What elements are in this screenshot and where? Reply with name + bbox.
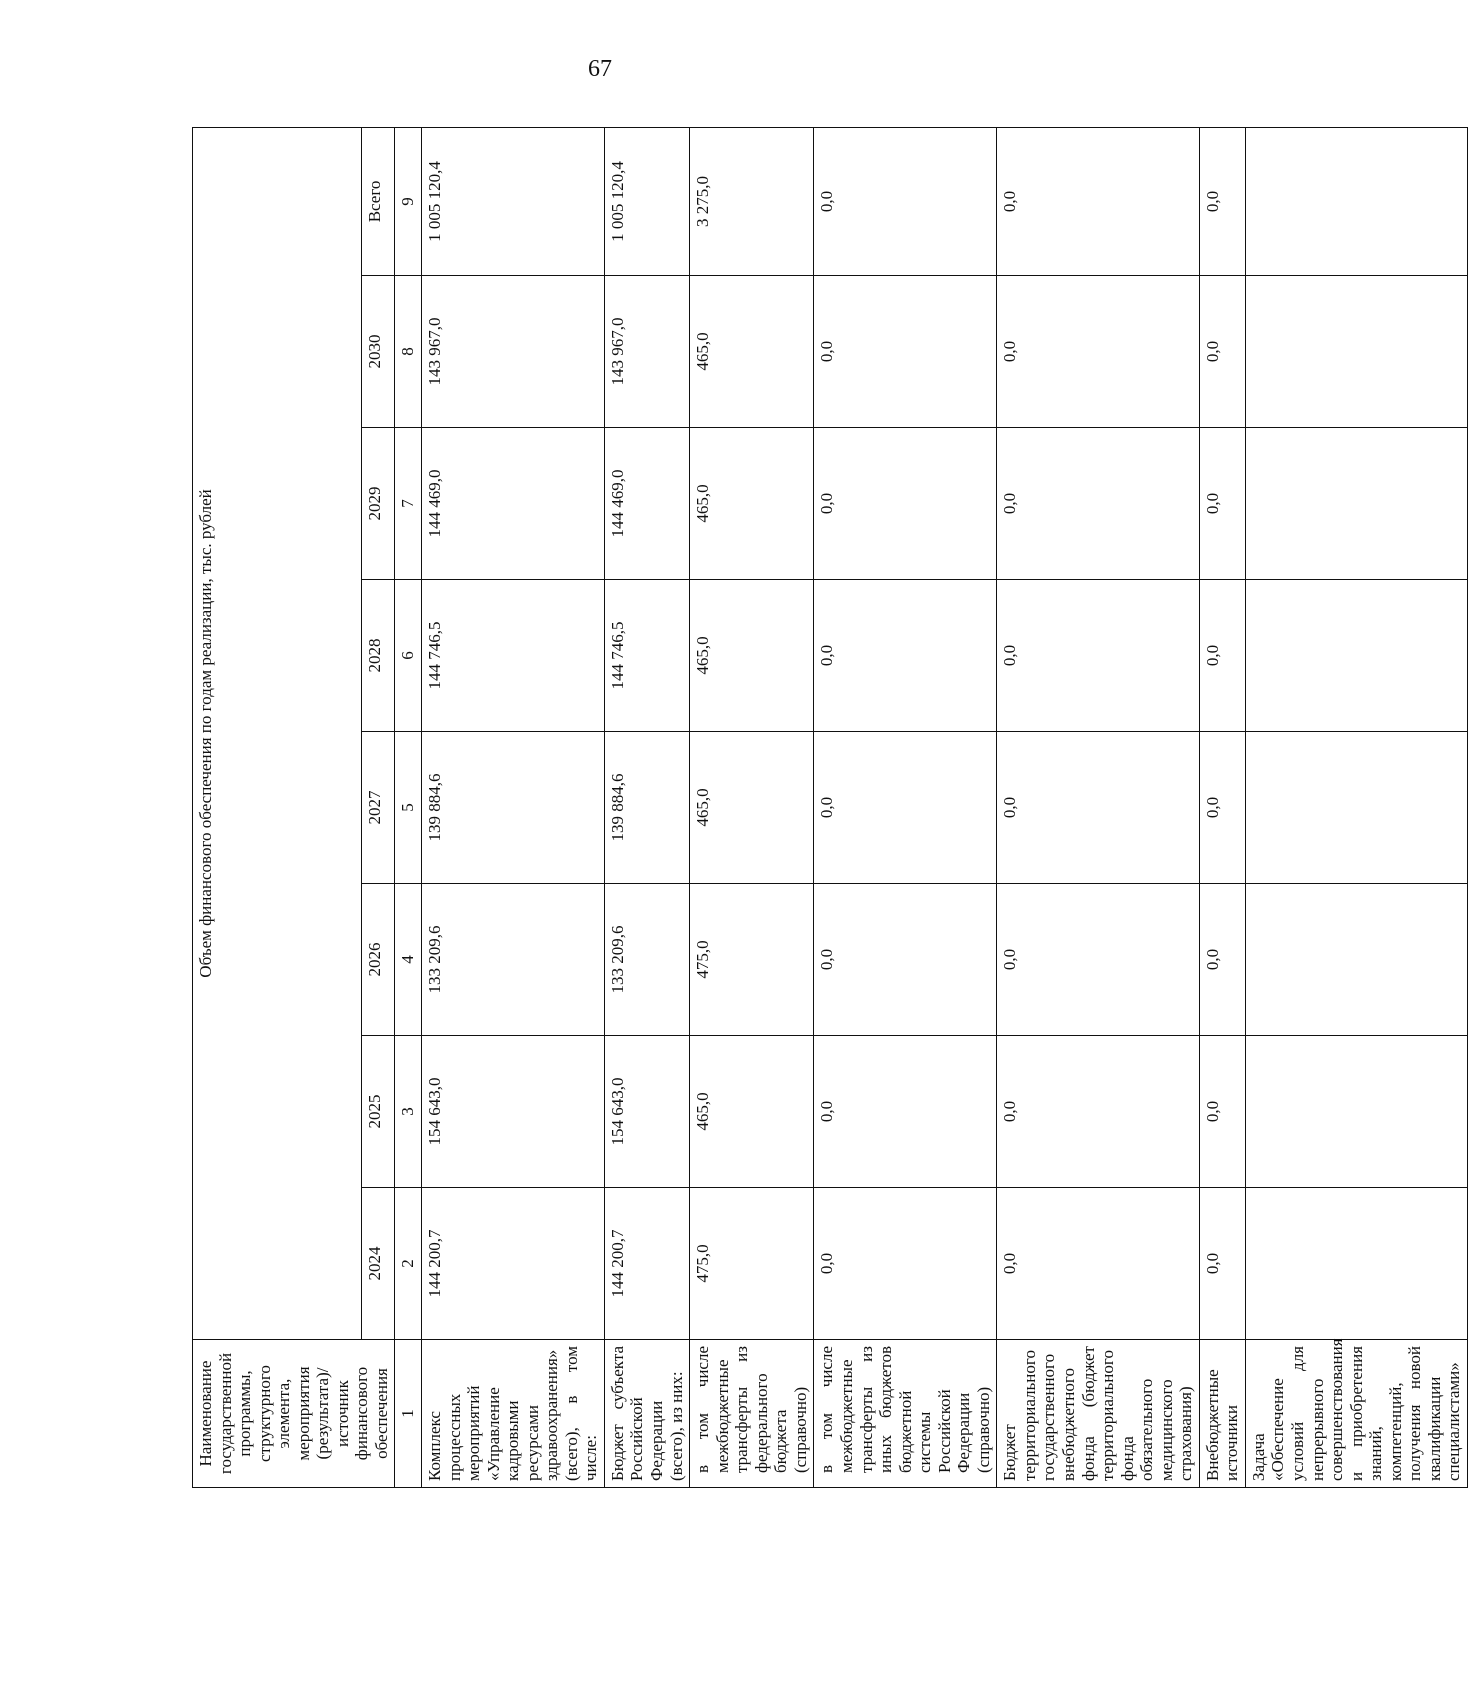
rotated-table-container [192,128,1464,1488]
value-cell: 0,0 [1199,1188,1245,1340]
year-header: 2030 [362,276,395,428]
table-row [997,127,1199,1487]
value-cell: 144 200,7 [422,1188,605,1340]
value-cell: 144 469,0 [422,428,605,580]
value-cell: 143 967,0 [604,276,689,428]
value-cell: 475,0 [690,884,814,1036]
page-number: 67 [588,56,612,82]
value-cell: 465,0 [690,428,814,580]
value-cell: 0,0 [997,580,1199,732]
year-header: 2026 [362,884,395,1036]
total-cell: 0,0 [1199,127,1245,275]
value-cell: 144 746,5 [604,580,689,732]
year-header: 2024 [362,1188,395,1340]
total-cell [1245,127,1467,275]
value-cell: 0,0 [997,732,1199,884]
year-header: 2029 [362,428,395,580]
total-cell: 0,0 [814,127,997,275]
value-cell [1245,428,1467,580]
table-row [690,127,814,1487]
value-cell: 133 209,6 [422,884,605,1036]
budget-table [192,127,1468,1488]
column-index: 8 [395,276,422,428]
row-label: Внебюджетные источники [1199,1340,1245,1488]
row-label: Бюджет субъекта Российской Федерации (всего), из них: [604,1340,689,1488]
value-cell: 144 469,0 [604,428,689,580]
value-cell: 0,0 [997,1036,1199,1188]
value-cell: 0,0 [1199,276,1245,428]
value-cell: 0,0 [997,884,1199,1036]
value-cell: 0,0 [814,884,997,1036]
value-cell: 465,0 [690,276,814,428]
value-cell: 475,0 [690,1188,814,1340]
value-cell: 144 200,7 [604,1188,689,1340]
year-header: Всего [362,127,395,275]
value-cell [1245,580,1467,732]
value-cell: 143 967,0 [422,276,605,428]
year-header: 2028 [362,580,395,732]
value-cell [1245,884,1467,1036]
value-cell: 0,0 [1199,884,1245,1036]
value-cell: 465,0 [690,1036,814,1188]
row-label: в том числе межбюджетные трансферты из федерального бюджета (справочно) [690,1340,814,1488]
value-cell: 0,0 [814,1188,997,1340]
total-cell: 1 005 120,4 [422,127,605,275]
total-cell: 1 005 120,4 [604,127,689,275]
row-label: Комплекс процессных мероприятий «Управление кадровыми ресурсами здравоохранения» (всего), в том числе: [422,1340,605,1488]
value-cell: 154 643,0 [422,1036,605,1188]
value-cell: 0,0 [814,732,997,884]
value-cell: 139 884,6 [422,732,605,884]
row-label: Бюджет территориального государственного внебюджетного фонда (бюджет территориального фонда обязательного медицинского страхования) [997,1340,1199,1488]
year-header: 2025 [362,1036,395,1188]
value-cell: 465,0 [690,732,814,884]
table-row [1199,127,1245,1487]
value-cell: 0,0 [1199,1036,1245,1188]
table-row [814,127,997,1487]
value-cell: 0,0 [814,276,997,428]
value-cell: 0,0 [814,1036,997,1188]
value-cell: 0,0 [1199,580,1245,732]
value-cell [1245,1188,1467,1340]
value-cell [1245,732,1467,884]
value-cell: 144 746,5 [422,580,605,732]
column-index: 6 [395,580,422,732]
table-row [604,127,689,1487]
value-cell [1245,276,1467,428]
value-cell: 139 884,6 [604,732,689,884]
year-header: 2027 [362,732,395,884]
value-cell [1245,1036,1467,1188]
column-index: 4 [395,884,422,1036]
table-row [422,127,605,1487]
column-index: 1 [395,1340,422,1488]
value-cell: 0,0 [1199,732,1245,884]
total-cell: 3 275,0 [690,127,814,275]
column-index: 2 [395,1188,422,1340]
row-label: Задача «Обеспечение условий для непрерывного совершенствования и приобретения знаний, компетенций, получения новой квалификации специалистами» [1245,1340,1467,1488]
value-cell: 0,0 [814,580,997,732]
column-index: 3 [395,1036,422,1188]
table-row [1245,127,1467,1487]
row-label: в том числе межбюджетные трансферты из иных бюджетов бюджетной системы Российской Федерации (справочно) [814,1340,997,1488]
value-cell: 133 209,6 [604,884,689,1036]
value-cell: 0,0 [997,276,1199,428]
header-name: Наименование государственной программы, структурного элемента, мероприятия (результата)/источник финансового обеспечения [193,1340,395,1488]
column-index: 5 [395,732,422,884]
column-index: 7 [395,428,422,580]
value-cell: 0,0 [814,428,997,580]
value-cell: 0,0 [1199,428,1245,580]
value-cell: 465,0 [690,580,814,732]
value-cell: 154 643,0 [604,1036,689,1188]
value-cell: 0,0 [997,428,1199,580]
total-cell: 0,0 [997,127,1199,275]
value-cell: 0,0 [997,1188,1199,1340]
header-volume: Объем финансового обеспечения по годам реализации, тыс. рублей [193,127,362,1339]
column-index: 9 [395,127,422,275]
